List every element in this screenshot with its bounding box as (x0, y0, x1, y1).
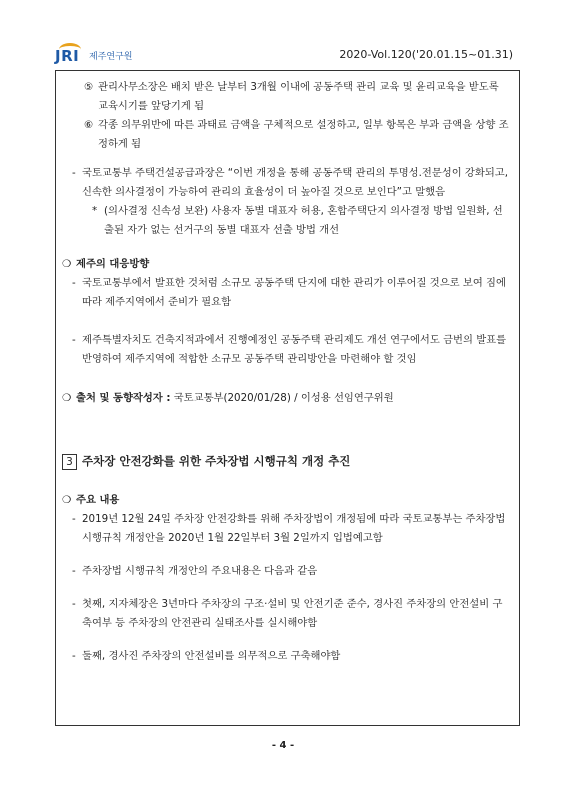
item-number: ⑤ (84, 81, 94, 93)
dash-bullet: - (72, 277, 76, 289)
logo-name: 제주연구원 (89, 51, 133, 62)
section-title-text: 주차장 안전강화를 위한 주차장법 시행규칙 개정 추진 (82, 454, 351, 468)
dash-bullet: - (72, 513, 76, 525)
page-number: - 4 - (271, 740, 295, 751)
numbered-item (62, 116, 510, 154)
main-heading (62, 491, 510, 510)
item-text: 각종 의무위반에 따른 과태료 금액을 구체적으로 설정하고, 일부 항목은 부과 금액을 상향 조정하게 됨 (98, 119, 509, 150)
dash-item (62, 647, 510, 666)
circle-bullet-icon: ❍ (62, 494, 72, 506)
dash-item (62, 595, 510, 633)
item-number: ⑥ (84, 119, 94, 131)
circle-bullet-icon: ❍ (62, 258, 72, 270)
logo-text: JRI (55, 47, 80, 65)
item-text: 제주특별자치도 건축지적과에서 진행예정인 공동주택 관리제도 개선 연구에서도 금번의 발표를 반영하여 제주지역에 적합한 소규모 공동주택 관리방안을 마련해야 할 것임 (82, 334, 507, 365)
star-bullet: * (92, 205, 98, 217)
source-line (62, 389, 510, 408)
item-text: 주차장법 시행규칙 개정안의 주요내용은 다음과 같음 (82, 565, 318, 577)
item-text: 국토교통부에서 발표한 것처럼 소규모 공동주택 단지에 대한 관리가 이루어질 것으로 보여 짐에 따라 제주지역에서 준비가 필요함 (82, 277, 506, 308)
dash-item (62, 510, 510, 548)
note-text: (의사결정 신속성 보완) 사용자 동별 대표자 허용, 혼합주택단지 의사결정 방법 일원화, 선출된 자가 없는 선거구의 동별 대표자 선출 방법 개선 (104, 205, 503, 236)
heading-text: 제주의 대응방향 (76, 258, 150, 270)
heading-text: 주요 내용 (76, 494, 120, 506)
item-text: 2019년 12월 24일 주차장 안전강화를 위해 주차장법이 개정됨에 따라 국토교통부는 주차장법 시행규칙 개정안을 2020년 1월 22일부터 3월 2일까지 입법예고함 (82, 513, 506, 544)
numbered-item (62, 78, 510, 116)
circle-bullet-icon: ❍ (62, 392, 72, 404)
dash-bullet: - (72, 565, 76, 577)
item-text: 관리사무소장은 배치 받은 날부터 3개월 이내에 공동주택 관리 교육 및 윤리교육을 받도록 교육시기를 앞당기게 됨 (98, 81, 499, 112)
dash-item (62, 274, 510, 312)
dash-item (62, 331, 510, 369)
issue-number: 2020-Vol.120('20.01.15~01.31) (339, 48, 513, 61)
logo-mark (55, 45, 87, 65)
dash-bullet: - (72, 334, 76, 346)
jeju-heading (62, 255, 510, 274)
source-label: 출처 및 동향작성자 : (76, 392, 171, 404)
jri-logo (55, 44, 132, 66)
page-header (55, 42, 517, 70)
dash-item (62, 164, 510, 202)
item-text: 첫째, 지자체장은 3년마다 주차장의 구조·설비 및 안전기준 준수, 경사진 주차장의 안전설비 구축여부 등 주차장의 안전관리 실태조사를 실시해야함 (82, 598, 503, 629)
item-text: 둘째, 경사진 주차장의 안전설비를 의무적으로 구축해야함 (82, 650, 341, 662)
dash-item (62, 562, 510, 581)
dash-bullet: - (72, 598, 76, 610)
section-number: 3 (62, 454, 77, 470)
star-note (62, 202, 510, 240)
dash-bullet: - (72, 167, 76, 179)
dash-bullet: - (72, 650, 76, 662)
content-body (62, 78, 510, 666)
section-title (62, 452, 510, 471)
item-text: 국토교통부 주택건설공급과장은 “이번 개정을 통해 공동주택 관리의 투명성.전문성이 강화되고, 신속한 의사결정이 가능하여 관리의 효율성이 더 높아질 것으로 보인다”고 말했음 (82, 167, 508, 198)
source-text: 국토교통부(2020/01/28) / 이성용 선임연구위원 (173, 392, 394, 404)
